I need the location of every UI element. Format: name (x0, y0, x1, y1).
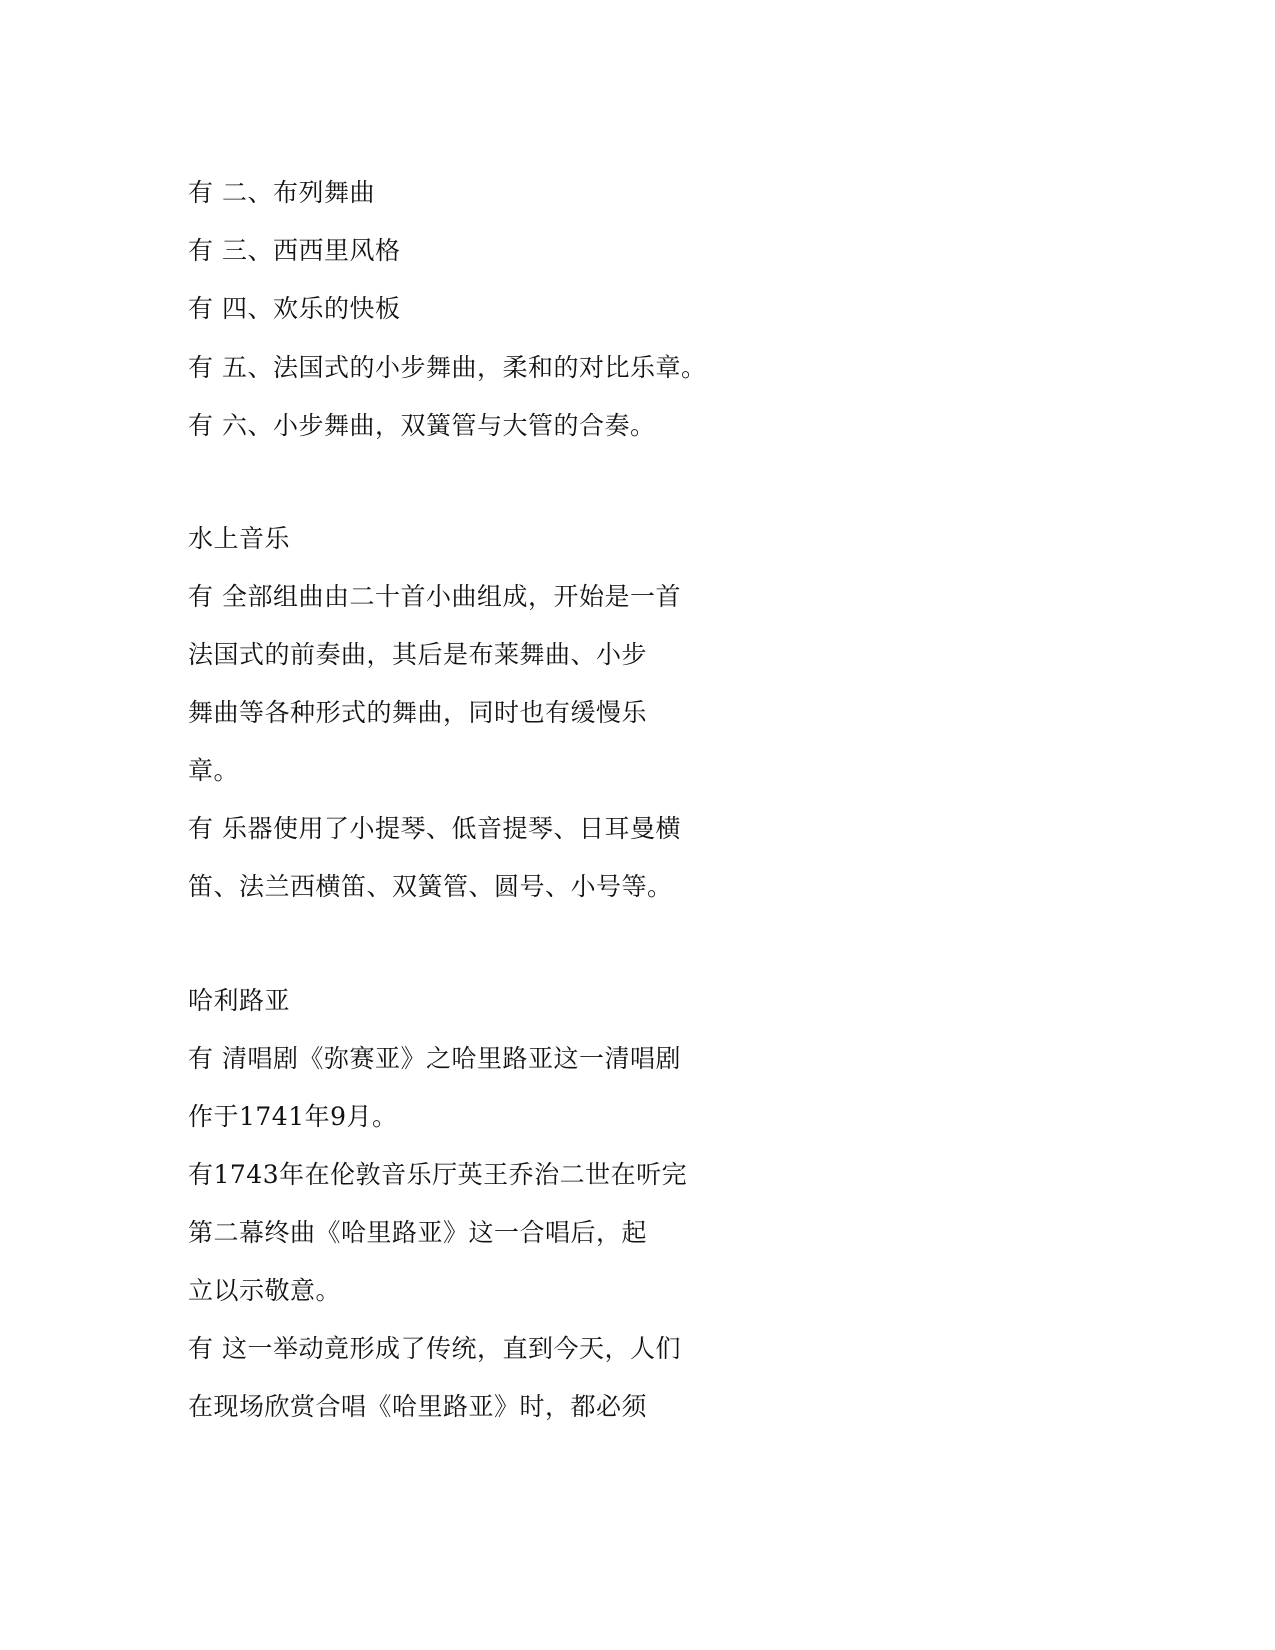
paragraph-line: 作于1741年9月。 (188, 1102, 398, 1131)
movement-item: 有 二、布列舞曲 (188, 178, 375, 207)
paragraph-line: 有 乐器使用了小提琴、低音提琴、日耳曼横 (188, 814, 681, 843)
movement-item: 有 六、小步舞曲，双簧管与大管的合奏。 (188, 411, 656, 440)
paragraph-line: 笛、法兰西横笛、双簧管、圆号、小号等。 (188, 872, 673, 901)
paragraph-line: 有 清唱剧《弥赛亚》之哈里路亚这一清唱剧 (188, 1044, 681, 1073)
paragraph-line: 法国式的前奏曲，其后是布莱舞曲、小步 (188, 640, 648, 669)
movement-item: 有 五、法国式的小步舞曲，柔和的对比乐章。 (188, 353, 707, 382)
paragraph-line: 有 全部组曲由二十首小曲组成，开始是一首 (188, 582, 681, 611)
movement-item: 有 四、欢乐的快板 (188, 294, 401, 323)
paragraph-line: 立以示敬意。 (188, 1276, 342, 1305)
paragraph-line: 第二幕终曲《哈里路亚》这一合唱后，起 (188, 1218, 648, 1247)
movement-item: 有 三、西西里风格 (188, 236, 401, 265)
section-heading: 水上音乐 (188, 524, 291, 553)
paragraph-line: 舞曲等各种形式的舞曲，同时也有缓慢乐 (188, 698, 648, 727)
paragraph-line: 有 这一举动竟形成了传统，直到今天，人们 (188, 1334, 681, 1363)
section-heading: 哈利路亚 (188, 986, 291, 1015)
paragraph-line: 章。 (188, 756, 240, 785)
paragraph-line: 在现场欣赏合唱《哈里路亚》时，都必须 (188, 1392, 648, 1421)
paragraph-line: 有1743年在伦敦音乐厅英王乔治二世在听完 (188, 1160, 688, 1189)
